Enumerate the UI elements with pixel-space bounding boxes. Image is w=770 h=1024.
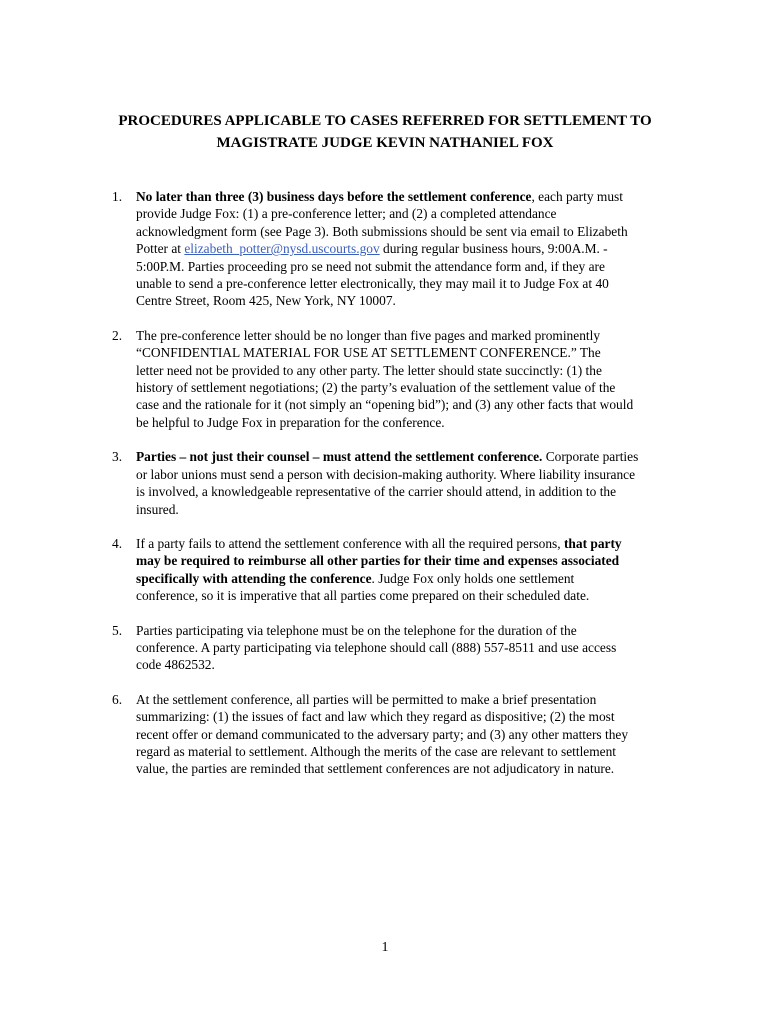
- item-text: [136, 691, 682, 778]
- item-number: 1.: [112, 189, 123, 204]
- text-fragment: . Judge Fox only holds one settlement: [371, 570, 575, 586]
- item-text: [136, 622, 682, 674]
- text-line: At the settlement conference, all parties will be permitted to make a brief presentation: [136, 691, 597, 707]
- text-line: [136, 188, 682, 205]
- text-line: [136, 552, 682, 569]
- text-line: The pre-conference letter should be no longer than five pages and marked prominently: [136, 327, 601, 343]
- item-number: 2.: [112, 327, 123, 343]
- text-line: Parties participating via telephone must be on the telephone for the duration of the: [136, 622, 577, 638]
- text-line: [136, 570, 682, 587]
- text-line: insured.: [136, 501, 179, 517]
- text-line: provide Judge Fox: (1) a pre-conference letter; and (2) a completed attendance: [136, 206, 557, 222]
- item-text: [136, 448, 682, 518]
- list-item: [112, 535, 682, 605]
- item-number: 6.: [112, 691, 123, 707]
- title-line-1: PROCEDURES APPLICABLE TO CASES REFERRED FOR SETTLEMENT TO: [118, 113, 652, 129]
- document-title: [60, 110, 710, 154]
- text-line: conference, so it is imperative that all parties come prepared on their scheduled date.: [136, 588, 590, 604]
- text-line: code 4862532.: [136, 657, 215, 673]
- text-fragment: Corporate parties: [542, 449, 639, 465]
- list-item: [112, 691, 682, 778]
- bold-text: specifically with attending the conference: [136, 570, 372, 586]
- bold-text: that party: [563, 535, 622, 551]
- text-fragment: If a party fails to attend the settlement conference with all the required persons,: [136, 535, 564, 551]
- text-line: 5:00P.M. Parties proceeding pro se need not submit the attendance form and, if they are: [136, 258, 605, 274]
- text-line: regard as material to settlement. Although the merits of the case are relevant to settlement: [136, 743, 617, 759]
- text-line: acknowledgment form (see Page 3). Both submissions should be sent via email to Elizabeth: [136, 223, 628, 239]
- list-item: [112, 622, 682, 674]
- item-number: 4.: [112, 535, 123, 551]
- text-line: unable to send a pre-conference letter electronically, they may mail it to Judge Fox at 40: [136, 276, 609, 292]
- text-line: letter need not be provided to any other party. The letter should state succinctly: (1) the: [136, 362, 602, 378]
- title-line-2: MAGISTRATE JUDGE KEVIN NATHANIEL FOX: [216, 135, 554, 151]
- page-number: 1: [381, 940, 389, 955]
- procedures-list: [112, 188, 682, 795]
- text-line: [136, 448, 682, 465]
- item-text: [136, 535, 682, 605]
- text-line: is involved, a knowledgeable representative of the carrier should attend, in addition to the: [136, 484, 617, 500]
- text-line: [136, 240, 682, 257]
- item-text: [136, 188, 682, 310]
- text-line: or labor unions must send a person with decision-making authority. Where liability insurance: [136, 466, 636, 482]
- text-fragment: Potter at: [136, 241, 185, 257]
- text-fragment: , each party must: [531, 189, 623, 204]
- text-line: case and the rationale for it (not simply an “opening bid”); and (3) any other facts that would: [136, 397, 634, 413]
- text-line: summarizing: (1) the issues of fact and law which they regard as dispositive; (2) the most: [136, 709, 615, 725]
- text-line: recent offer or demand communicated to the adversary party; and (3) any other matters they: [136, 726, 629, 742]
- bold-text: No later than three (3) business days before the settlement conference: [136, 189, 532, 204]
- text-line: be helpful to Judge Fox in preparation for the conference.: [136, 414, 445, 430]
- text-line: conference. A party participating via telephone should call (888) 557-8511 and use access: [136, 639, 617, 655]
- list-item: [112, 188, 682, 310]
- text-line: Centre Street, Room 425, New York, NY 10007.: [136, 293, 396, 309]
- text-line: history of settlement negotiations; (2) the party’s evaluation of the settlement value of the: [136, 380, 616, 396]
- bold-text: may be required to reimburse all other parties for their time and expenses associated: [136, 553, 620, 569]
- text-line: value, the parties are reminded that settlement conferences are not adjudicatory in nature.: [136, 761, 615, 777]
- item-text: [136, 327, 682, 431]
- list-item: [112, 448, 682, 518]
- list-item: [112, 327, 682, 431]
- text-line: [136, 535, 682, 552]
- item-number: 5.: [112, 622, 123, 638]
- bold-text: Parties – not just their counsel – must attend the settlement conference.: [136, 449, 543, 465]
- text-line: “CONFIDENTIAL MATERIAL FOR USE AT SETTLEMENT CONFERENCE.” The: [136, 345, 601, 361]
- email-link[interactable]: elizabeth_potter@nysd.uscourts.gov: [184, 241, 380, 257]
- item-number: 3.: [112, 449, 123, 465]
- text-fragment: during regular business hours, 9:00A.M. -: [379, 241, 608, 257]
